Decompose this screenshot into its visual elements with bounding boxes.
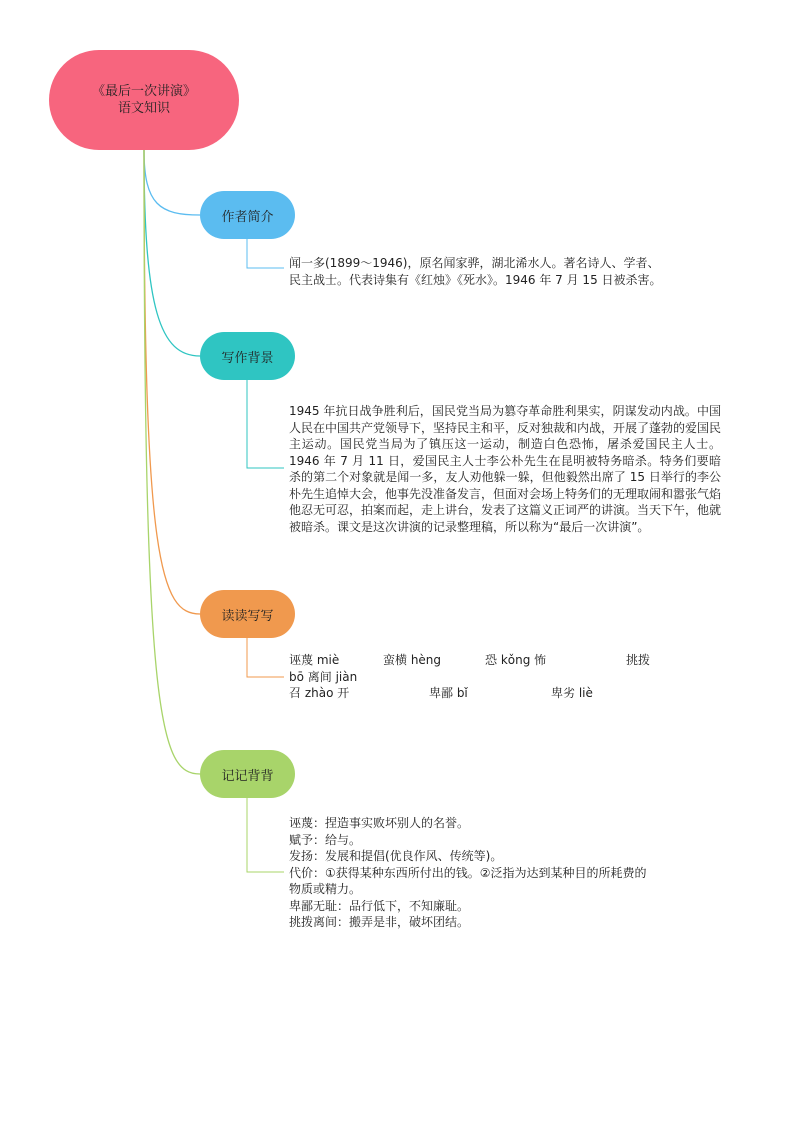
branch-memorize[interactable] — [200, 750, 295, 798]
branch-label: 读读写写 — [221, 608, 274, 624]
connector-root-memorize — [144, 150, 200, 774]
word-item: 诬蔑 miè — [289, 653, 340, 667]
branch-label: 写作背景 — [221, 350, 274, 366]
text-line: 闻一多(1899～1946)，原名闻家骅，湖北浠水人。著名诗人、学者、 — [289, 256, 660, 270]
word-item: 蛮横 hèng — [383, 653, 442, 667]
definition-line: 代价：①获得某种东西所付出的钱。②泛指为达到某种目的所耗费的 — [289, 865, 647, 880]
definition-line: 卑鄙无耻：品行低下，不知廉耻。 — [289, 898, 470, 913]
word-item: 恐 kǒng 怖 — [485, 653, 547, 667]
word-item: 挑拨 — [626, 653, 651, 667]
branch-label: 记记背背 — [221, 768, 274, 784]
connector-background-leaf — [247, 380, 284, 468]
text-line: 民主战士。代表诗集有《红烛》《死水》。1946 年 7 月 15 日被杀害。 — [289, 272, 662, 287]
author-intro-text — [289, 255, 714, 288]
word-row — [289, 669, 719, 686]
word-item: 召 zhào 开 — [289, 686, 350, 700]
root-subtitle: 语文知识 — [117, 101, 170, 116]
root-node[interactable] — [49, 50, 239, 150]
root-title: 《最后一次讲演》 — [91, 84, 196, 99]
word-item: bō 离间 jiàn — [289, 669, 358, 684]
word-row — [289, 652, 719, 669]
paragraph: 1945 年抗日战争胜利后，国民党当局为篡夺革命胜利果实，阴谋发动内战。中国人民在中国共产党领导下，坚持民主和平，反对独裁和内战，开展了蓬勃的爱国民主运动。国民党当局为了镇压这一运动，制造白色恐怖，屠杀爱国民主人士。1946 年 7 月 11 日，爱国民主人士李公朴先生在昆明被特务暗杀。特务们要暗杀的第二个对象就是闻一多，友人劝他躲一躲，但他毅然出席了 15 日举行的李公朴先生追悼大会，他事先没准备发言，但面对会场上特务们的无理取闹和嚣张气焰他忍无可忍，拍案而起，走上讲台，发表了这篇义正词严的讲演。当天下午，他就被暗杀。课文是这次讲演的记录整理稿，所以称为“最后一次讲演”。 — [289, 404, 722, 534]
word-row — [289, 685, 719, 702]
definition-line: 赋予：给与。 — [289, 832, 362, 847]
writing-background-text — [289, 403, 721, 535]
branch-read-write[interactable] — [200, 590, 295, 638]
connector-root-background — [144, 150, 200, 356]
word-item: 卑劣 liè — [551, 686, 593, 700]
definition-line: 发扬：发展和提倡(优良作风、传统等)。 — [289, 849, 503, 863]
memorize-definitions — [289, 815, 719, 931]
connector-root-author — [144, 150, 200, 215]
connector-root-readwrite — [144, 150, 200, 614]
definition-line: 诬蔑：捏造事实败坏别人的名誉。 — [289, 816, 470, 830]
definition-line: 物质或精力。 — [289, 882, 362, 896]
read-write-words — [289, 652, 719, 702]
branch-author-intro[interactable] — [200, 191, 295, 239]
word-item: 卑鄙 bǐ — [429, 686, 468, 700]
connector-readwrite-leaf — [247, 638, 284, 677]
connector-memorize-leaf — [247, 798, 284, 872]
connector-author-leaf — [247, 239, 284, 268]
definition-line: 挑拨离间：搬弄是非，破坏团结。 — [289, 915, 470, 929]
branch-writing-background[interactable] — [200, 332, 295, 380]
branch-label: 作者简介 — [221, 209, 274, 225]
